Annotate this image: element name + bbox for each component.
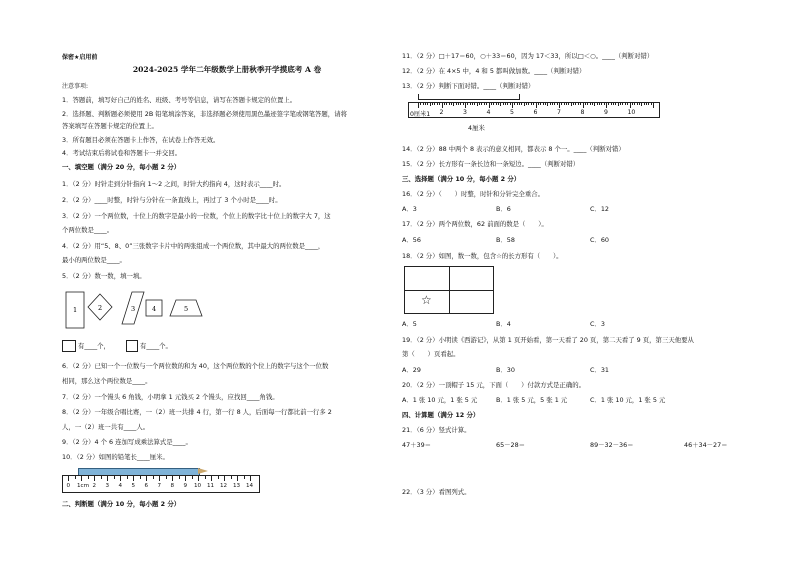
- ruler-13-tick: [559, 103, 560, 108]
- ruler-number: 4: [118, 483, 123, 489]
- ruler-13-tick: [630, 103, 631, 108]
- ruler-13-tick: [531, 103, 532, 105]
- secret-label: 保密★启用前: [62, 54, 98, 61]
- ruler-figure-13: [408, 94, 660, 134]
- ruler-tick: [159, 476, 160, 481]
- ruler-13-tick: [512, 103, 513, 108]
- ruler-13-tick: [477, 103, 478, 107]
- ruler-13-tick: [585, 103, 586, 105]
- q17-option-b: B．58: [496, 236, 515, 244]
- ruler-tick: [88, 476, 89, 479]
- ruler-13-tick: [505, 103, 506, 105]
- ruler-tick: [94, 476, 95, 481]
- ruler-number: 1cm: [77, 483, 90, 489]
- question-7: 7．（2 分）一个馒头 6 角钱，小明拿 1 元钱买 2 个馒头，应找回____角钱。: [62, 393, 279, 401]
- q19-option-a: A．29: [402, 366, 421, 374]
- ruler-13-number: 4: [486, 109, 491, 116]
- ruler-13-tick: [460, 103, 461, 105]
- q18-option-c: C．3: [590, 320, 605, 328]
- ruler-13-tick: [601, 103, 602, 105]
- ruler-tick: [192, 476, 193, 479]
- ruler-number: 14: [246, 483, 254, 489]
- ruler-13-tick: [561, 103, 562, 105]
- ruler-13-number: 9: [604, 109, 608, 116]
- ruler-13-tick: [446, 103, 447, 105]
- ruler-tick: [81, 476, 82, 481]
- section-true-false: 二、判断题（满分 10 分，每小题 2 分）: [62, 500, 181, 508]
- ruler-number: 12: [220, 483, 228, 489]
- ruler-13-tick: [583, 103, 584, 108]
- question-5: 5．（2 分）数一数，填一填。: [62, 272, 146, 280]
- ruler-tick: [114, 476, 115, 479]
- ruler-13-number: 8: [580, 109, 585, 116]
- question-18: 18．（2 分）如图，数一数，包含☆的长方形有（ ）。: [402, 252, 563, 260]
- question-22: 22．（3 分）看图列式。: [402, 488, 471, 496]
- ruler-13-tick: [634, 103, 635, 105]
- exam-title: 2024-2025 学年二年级数学上册秋季开学摸底考 A 卷: [132, 65, 322, 74]
- ruler-tick: [146, 476, 147, 481]
- ruler-tick: [205, 476, 206, 479]
- ruler-13-tick: [493, 103, 494, 105]
- ruler-13-tick: [545, 103, 546, 105]
- ruler-13-tick: [510, 103, 511, 105]
- pencil-ruler-figure: [62, 466, 258, 494]
- ruler-13-tick: [458, 103, 459, 105]
- question-8-cont: 人，一（2）班一共有____人。: [62, 423, 150, 431]
- ruler-13-tick: [538, 103, 539, 105]
- ruler-13-tick: [500, 103, 501, 107]
- ruler-13-tick: [474, 103, 475, 105]
- ruler-tick: [68, 476, 69, 481]
- ruler-tick: [179, 476, 180, 479]
- ruler-13-tick: [625, 103, 626, 105]
- ruler-13-tick: [521, 103, 522, 105]
- ruler-13-tick: [618, 103, 619, 107]
- ruler-number: 9: [183, 483, 188, 489]
- ruler-13-tick: [590, 103, 591, 105]
- question-19: 19．（2 分）小明读《西游记》，从第 1 页开始看，第一天看了 20 页，第二天看了 9 页，第三天他要从: [402, 336, 694, 344]
- ruler-13-tick: [620, 103, 621, 105]
- ruler-13-tick: [594, 103, 595, 107]
- ruler-tick: [224, 476, 225, 481]
- ruler-13-tick: [463, 103, 464, 105]
- question-6-cont: 相同，那么这个两位数是____。: [62, 377, 152, 385]
- ruler-13-tick: [439, 103, 440, 105]
- ruler-13-tick: [597, 103, 598, 105]
- shape-label-4: 4: [152, 305, 157, 313]
- ruler-13-number: 3: [463, 109, 467, 116]
- shapes-figure: [62, 288, 222, 332]
- section-fill-blank: 一、填空题（满分 20 分，每小题 2 分）: [62, 163, 181, 171]
- ruler-tick: [250, 476, 251, 481]
- ruler-13-tick: [453, 103, 454, 107]
- notice-2b: 答案填写在答题卡规定的位置上。: [62, 122, 158, 130]
- ruler-13-number: 7: [557, 109, 561, 116]
- ruler-13-number: 0厘米1: [410, 111, 431, 118]
- pencil-tip: [198, 468, 208, 474]
- ruler-13-tick: [648, 103, 649, 105]
- q19-option-b: B．30: [496, 366, 515, 374]
- ruler-13-tick: [564, 103, 565, 105]
- ruler-tick: [127, 476, 128, 479]
- ruler-13-tick: [571, 103, 572, 107]
- ruler-number: 5: [131, 483, 136, 489]
- ruler-13-tick: [575, 103, 576, 105]
- question-4-cont: 最小的两位数是____。: [62, 256, 126, 264]
- ruler-tick: [237, 476, 238, 481]
- q20-option-b: B．1 张 5 元，5 张 1 元: [496, 396, 568, 404]
- star-icon: ☆: [421, 293, 432, 307]
- ruler-13-tick: [615, 103, 616, 105]
- question-14: 14．（2 分）88 中两个 8 表示的意义相同，都表示 8 个一。____（判断对错）: [402, 145, 625, 153]
- q21-item-2: 65－28＝: [496, 441, 526, 449]
- ruler-13-tick: [472, 103, 473, 105]
- notice-2: 2．选择题、判断题必须使用 2B 铅笔填涂答案，非选择题必须使用黑色墨迹签字笔或钢笔答题，请将: [62, 110, 347, 118]
- shape-label-5: 5: [184, 305, 189, 313]
- shape-label-2: 2: [98, 304, 103, 312]
- ruler-13-number: 5: [510, 109, 514, 116]
- ruler-13-tick: [550, 103, 551, 105]
- segment-bracket: [418, 94, 520, 100]
- ruler-13-tick: [528, 103, 529, 105]
- ruler-13-tick: [437, 103, 438, 105]
- question-1: 1．（2 分）时针走到分针指向 1～2 之间，时针大约指向 4，这时表示____时。: [62, 180, 286, 188]
- ruler-tick: [140, 476, 141, 479]
- ruler-number: 8: [170, 483, 175, 489]
- ruler-13-tick: [484, 103, 485, 105]
- ruler-13-tick: [486, 103, 487, 105]
- shape-label-3: 3: [131, 305, 136, 313]
- notice-heading: 注意事项:: [62, 83, 89, 90]
- ruler-tick: [101, 476, 102, 479]
- ruler-number: 6: [144, 483, 149, 489]
- q5-blank-rectangles: 有____个，: [78, 342, 110, 350]
- ruler-13-tick: [451, 103, 452, 105]
- ruler-13-tick: [491, 103, 492, 105]
- ruler-tick: [166, 476, 167, 479]
- ruler-13-tick: [554, 103, 555, 105]
- ruler-13-tick: [444, 103, 445, 105]
- ruler-tick: [198, 476, 199, 481]
- q16-option-c: C．12: [590, 205, 609, 213]
- ruler-13-tick: [587, 103, 588, 105]
- q20-option-c: C．1 张 10 元，1 张 5 元: [590, 396, 666, 404]
- ruler-13-number: 2: [439, 109, 444, 116]
- rectangle-figure: [404, 266, 494, 314]
- ruler-13-tick: [547, 103, 548, 107]
- ruler-13-tick: [566, 103, 567, 105]
- ruler-13-tick: [641, 103, 642, 107]
- ruler-13-tick: [420, 103, 421, 105]
- rectangle-horizontal-divider: [405, 290, 493, 291]
- ruler-13-tick: [496, 103, 497, 105]
- ruler-13-tick: [465, 103, 466, 108]
- ruler-number: 7: [157, 483, 162, 489]
- ruler-13-tick: [479, 103, 480, 105]
- rectangle-symbol: [62, 340, 76, 352]
- ruler-tick: [107, 476, 108, 481]
- ruler-13-tick: [507, 103, 508, 105]
- question-3: 3．（2 分）一个两位数，十位上的数字是最小的一位数，个位上的数字比十位上的数字大 7，这: [62, 212, 331, 220]
- ruler-number: 3: [105, 483, 110, 489]
- ruler-tick: [172, 476, 173, 481]
- ruler-tick: [211, 476, 212, 481]
- q17-option-a: A．56: [402, 236, 421, 244]
- shape-label-1: 1: [73, 306, 78, 314]
- ruler-13-tick: [568, 103, 569, 105]
- q17-option-c: C．60: [590, 236, 609, 244]
- question-17: 17．（2 分）两个两位数，62 前面的数是（ ）。: [402, 220, 548, 228]
- ruler-13-tick: [430, 103, 431, 107]
- segment-length-label: 4厘米: [468, 124, 485, 132]
- ruler-13-number: 6: [533, 109, 538, 116]
- ruler-13-tick: [632, 103, 633, 105]
- ruler-13-tick: [519, 103, 520, 105]
- ruler-13-tick: [432, 103, 433, 105]
- ruler-13-tick: [637, 103, 638, 105]
- q20-option-a: A．1 张 10 元，1 张 5 元: [402, 396, 478, 404]
- question-16: 16．（2 分）（ ）时整，时针和分针完全重合。: [402, 190, 545, 198]
- ruler-tick: [231, 476, 232, 479]
- ruler-13-tick: [533, 103, 534, 105]
- question-3-cont: 个两位数是____。: [62, 226, 114, 234]
- ruler-13-tick: [470, 103, 471, 105]
- ruler-13-tick: [526, 103, 527, 105]
- q16-option-a: A．3: [402, 205, 417, 213]
- q21-item-4: 46＋34－27＝: [684, 441, 728, 449]
- ruler-tick: [185, 476, 186, 481]
- ruler-13-tick: [524, 103, 525, 107]
- ruler-13-tick: [580, 103, 581, 105]
- q18-option-a: A．5: [402, 320, 417, 328]
- ruler-tick: [153, 476, 154, 479]
- ruler-13-tick: [442, 103, 443, 108]
- ruler-13-tick: [481, 103, 482, 105]
- q21-item-3: 89－32－36＝: [590, 441, 634, 449]
- ruler-13-tick: [622, 103, 623, 105]
- question-19-cont: 第（ ）页看起。: [402, 350, 460, 358]
- ruler-13-tick: [434, 103, 435, 105]
- ruler-13-tick: [552, 103, 553, 105]
- q16-option-b: B．6: [496, 205, 511, 213]
- ruler-number: 13: [233, 483, 241, 489]
- ruler-13-tick: [517, 103, 518, 105]
- ruler-tick: [218, 476, 219, 479]
- ruler-tick: [133, 476, 134, 481]
- ruler-number: 11: [207, 483, 215, 489]
- ruler-13-tick: [467, 103, 468, 105]
- ruler-13-number: 10: [627, 109, 636, 116]
- ruler-13-tick: [599, 103, 600, 105]
- question-4: 4．（2 分）用“5、8、0”三张数字卡片中的两张组成一个两位数，其中最大的两位数是____，: [62, 242, 325, 250]
- ruler-13-tick: [449, 103, 450, 105]
- ruler-13-tick: [573, 103, 574, 105]
- ruler-13-tick: [644, 103, 645, 105]
- ruler-13-tick: [627, 103, 628, 105]
- ruler-13-tick: [456, 103, 457, 105]
- question-8: 8．（2 分）一年级合唱比赛，一（2）班一共排 4 行，第一行 8 人，后面每一行都比前一行多 2: [62, 408, 332, 416]
- q21-item-1: 47＋39＝: [402, 441, 432, 449]
- ruler-13-tick: [540, 103, 541, 105]
- ruler-13-tick: [536, 103, 537, 108]
- ruler-tick: [120, 476, 121, 481]
- section-calculation: 四、计算题（满分 12 分）: [402, 411, 480, 419]
- notice-1: 1．答题前，填写好自己的姓名、班级、考号等信息，请写在答题卡规定的位置上。: [62, 96, 297, 104]
- question-15: 15．（2 分）长方形有一条长边和一条短边。____（判断对错）: [402, 160, 580, 168]
- ruler-tick: [244, 476, 245, 479]
- ruler-13-tick: [606, 103, 607, 108]
- q18-option-b: B．4: [496, 320, 511, 328]
- question-12: 12．（2 分）在 4×5 中，4 和 5 都叫做加数。____（判断对错）: [402, 67, 586, 75]
- question-10: 10．（2 分）如图的铅笔长____厘米。: [62, 453, 169, 461]
- ruler-13-tick: [425, 103, 426, 105]
- ruler-13-tick: [503, 103, 504, 105]
- q19-option-c: C．31: [590, 366, 609, 374]
- question-20: 20．（2 分）一顶帽子 15 元，下面（ ）付款方式是正确的。: [402, 381, 585, 389]
- ruler-13-tick: [423, 103, 424, 105]
- ruler-13-tick: [489, 103, 490, 108]
- question-13: 13．（2 分）判断下面对错。____（判断对错）: [402, 82, 535, 90]
- question-9: 9．（2 分）4 个 6 连加写成乘法算式是____。: [62, 438, 192, 446]
- ruler-13-tick: [592, 103, 593, 105]
- ruler-13-tick: [613, 103, 614, 105]
- ruler-13-tick: [418, 103, 419, 108]
- ruler-13-tick: [514, 103, 515, 105]
- ruler-13-tick: [543, 103, 544, 105]
- ruler-13-tick: [604, 103, 605, 105]
- ruler-13-tick: [639, 103, 640, 105]
- ruler-13-tick: [498, 103, 499, 105]
- ruler-13-tick: [653, 103, 654, 108]
- question-2: 2．（2 分）____时整，时针与分针在一条直线上，再过了 3 个小时是____时。: [62, 196, 282, 204]
- ruler-number: 0: [66, 483, 71, 489]
- ruler-number: 10: [194, 483, 202, 489]
- ruler-13-tick: [611, 103, 612, 105]
- ruler-13-tick: [608, 103, 609, 105]
- q5-blank-squares: 有____个。: [140, 342, 172, 350]
- notice-3: 3．所有题目必须在答题卡上作答，在试卷上作答无效。: [62, 136, 220, 144]
- ruler-number: 2: [92, 483, 97, 489]
- ruler-13-tick: [646, 103, 647, 105]
- notice-4: 4．考试结束后将试卷和答题卡一并交回。: [62, 149, 182, 157]
- square-symbol: [126, 340, 138, 352]
- question-21: 21．（6 分）竖式计算。: [402, 426, 471, 434]
- ruler-13-tick: [651, 103, 652, 105]
- ruler-13-tick: [427, 103, 428, 105]
- question-11: 11．（2 分）□＋17＝60，○＋33＝60，因为 17＜33，所以□＜○。____（判断对错）: [402, 52, 654, 60]
- ruler-13-tick: [578, 103, 579, 105]
- question-6: 6．（2 分）已知一个一位数与一个两位数的和为 40，这个两位数的个位上的数字与这个一位数: [62, 362, 329, 370]
- ruler-tick: [75, 476, 76, 479]
- ruler-13-tick: [557, 103, 558, 105]
- section-multiple-choice: 三、选择题（满分 10 分，每小题 2 分）: [402, 175, 521, 183]
